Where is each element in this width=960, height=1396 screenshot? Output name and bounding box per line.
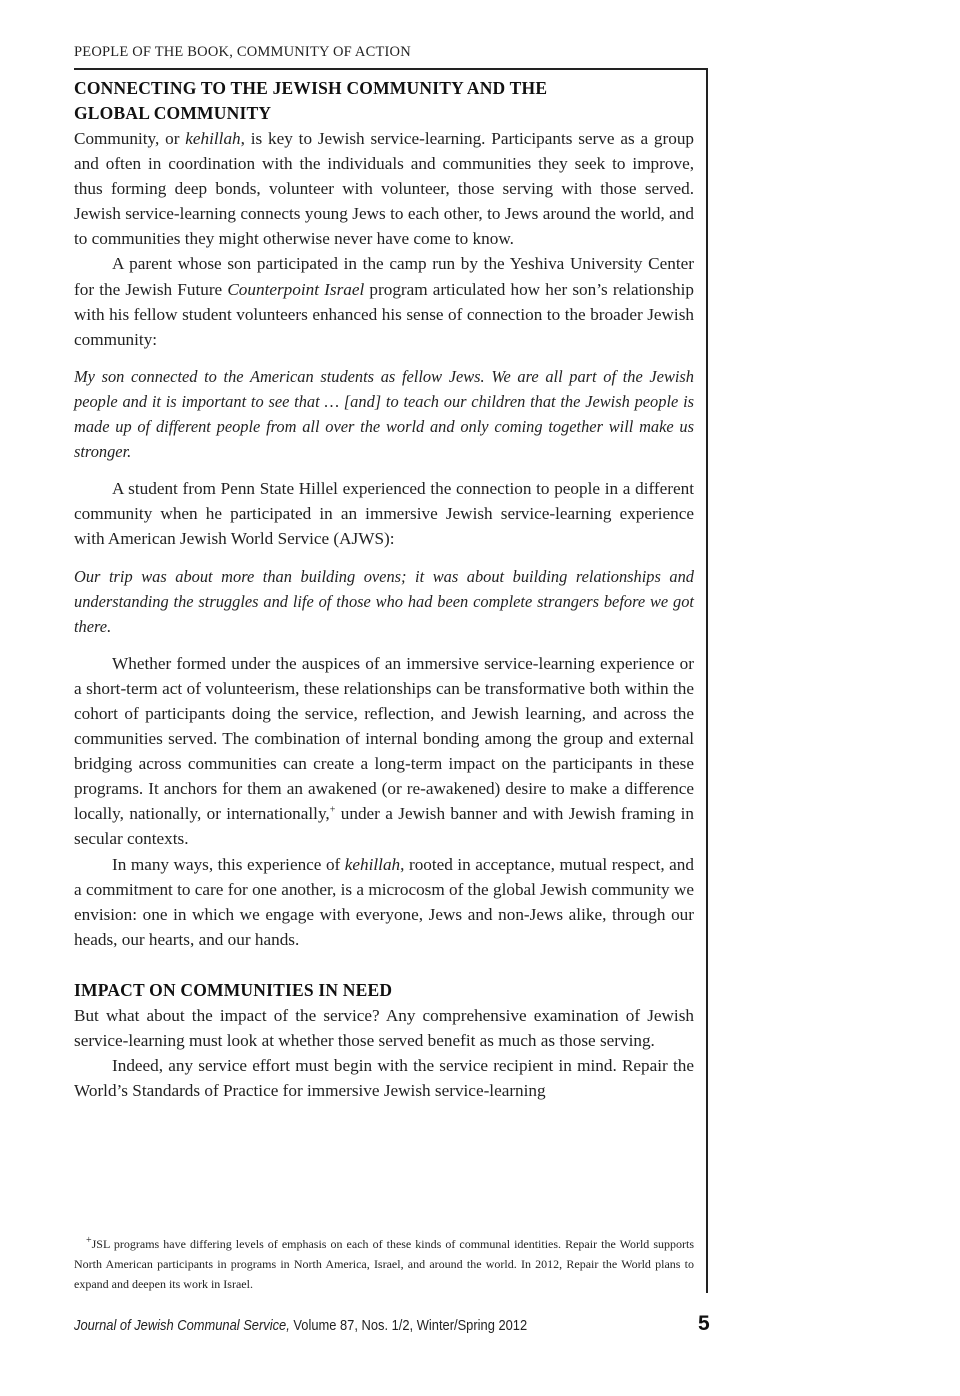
running-head: PEOPLE OF THE BOOK, COMMUNITY OF ACTION (74, 44, 411, 60)
paragraph-standards: Indeed, any service effort must begin with the service recipient in mind. Repair the World’s Standards of Practice for immersive Jewish service-learning (74, 1056, 694, 1101)
margin-rule (706, 68, 708, 1293)
spacer (74, 639, 694, 651)
paragraph-community (74, 126, 694, 251)
spacer (74, 952, 694, 978)
quote-parent: My son connected to the American students as fellow Jews. We are all part of the Jewish people and it is important to see that … [and] to teach our children that the Jewish people is made up of different people from all over the world and only coming together will make us stronger. (74, 366, 694, 462)
footnote-mark: + (86, 1235, 92, 1246)
section-heading-impact: IMPACT ON COMMUNITIES IN NEED (74, 979, 393, 1000)
term-kehillah: kehillah (185, 129, 241, 148)
paragraph-impact: But what about the impact of the service? Any comprehensive examination of Jewish service-learning must look at whether those served benefit as much as those serving. (74, 1005, 694, 1050)
footnote (74, 1234, 694, 1294)
heading-line-2: GLOBAL COMMUNITY (74, 103, 272, 123)
header-rule (74, 68, 708, 70)
footnote-text: JSL programs have differing levels of emphasis on each of these kinds of communal identities. Repair the World supports North American participants in programs in North America, Israel, and around the world. In 2012, Repair the World plans to expand and deepen its work in Israel. (74, 1237, 694, 1291)
spacer (74, 464, 694, 476)
paragraph-microcosm (74, 852, 694, 952)
section-connecting (74, 76, 694, 1103)
program-title: Counterpoint Israel (227, 279, 365, 299)
spacer (74, 552, 694, 564)
paragraph-parent (74, 251, 694, 351)
paragraph-relationships (74, 651, 694, 852)
term-kehillah: kehillah (344, 854, 401, 874)
text-run: , rooted in acceptance, mutual respect, and a commitment to care for one another, is a microcosm of the global Jewish community we envision: one in which we engage with everyone, Jews and non-Jews alike, through our heads, our hearts, and our hands. (74, 854, 694, 949)
paragraph-student: A student from Penn State Hillel experienced the connection to people in a different community when he participated in an immersive Jewish service-learning experience with American Jewish World Service (AJWS): (74, 479, 694, 549)
journal-footer (74, 1317, 527, 1334)
journal-issue: Volume 87, Nos. 1/2, Winter/Spring 2012 (289, 1317, 528, 1334)
footnote-ref: + (329, 804, 336, 816)
text-run: program articulated how her son’s relationship with his fellow student volunteers enhanced his sense of connection to the broader Jewish community: (74, 279, 694, 349)
text-run: In many ways, this experience of (112, 854, 345, 874)
heading-line-1: CONNECTING TO THE JEWISH COMMUNITY AND THE (74, 78, 548, 98)
text-run: A parent whose son participated in the camp run by the Yeshiva University Center for the Jewish Future (74, 254, 694, 299)
page-number: 5 (698, 1312, 710, 1335)
text-run: , is key to Jewish service-learning. Participants serve as a group and often in coordination with the individuals and communities they seek to improve, thus forming deep bonds, volunteer with volunteer, those serving with those served. Jewish service-learning connects young Jews to each other, to Jews around the world, and to communities they might otherwise never have come to know. (74, 129, 695, 249)
journal-title: Journal of Jewish Communal Service, (74, 1317, 290, 1334)
text-run: Whether formed under the auspices of an immersive service-learning experience or a short-term act of volunteerism, these relationships can be transformative both within the cohort of participants doing the service, reflection, and Jewish learning, and across the communities served. The combination of internal bonding among the group and external bridging across communities can create a long-term impact on the participants in these programs. It anchors for them an awakened (or re-awakened) desire to make a difference locally, nationally, or internationally, (74, 653, 694, 824)
quote-student: Our trip was about more than building ovens; it was about building relationships and understanding the struggles and life of those who had been complete strangers before we got there. (74, 566, 694, 636)
text-run: Community, or (74, 129, 186, 148)
text-run: under a Jewish banner and with Jewish framing in secular contexts. (74, 804, 695, 849)
section-heading-connecting (74, 76, 694, 126)
spacer (74, 352, 694, 364)
